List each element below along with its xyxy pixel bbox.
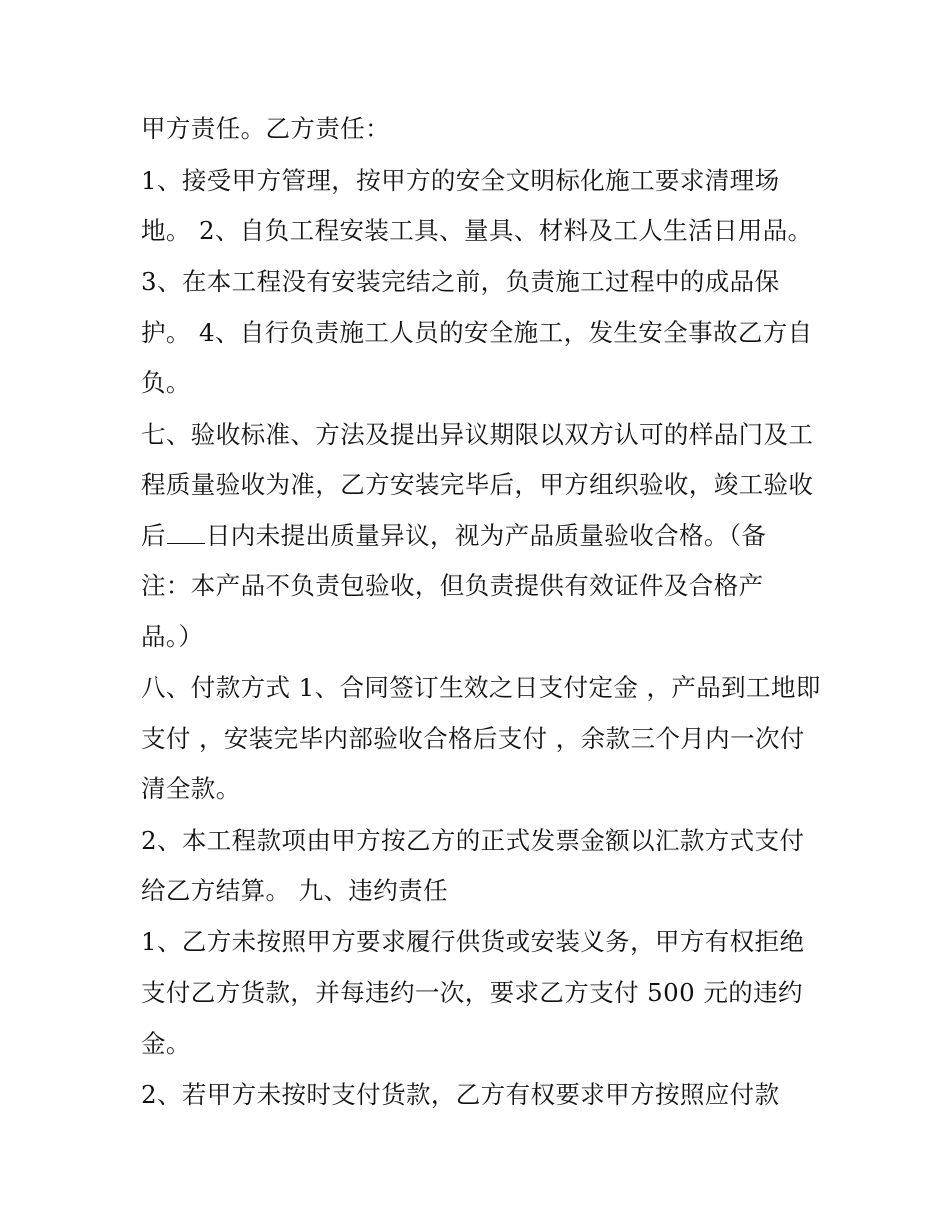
text-line: 1、乙方未按照甲方要求履行供货或安装义务，甲方有权拒绝 xyxy=(141,927,805,956)
text-line: 地。 2、自负工程安装工具、量具、材料及工人生活日用品。 xyxy=(141,216,813,245)
text-line: 清全款。 xyxy=(141,774,241,803)
text-line: 2、若甲方未按时支付货款，乙方有权要求甲方按照应付款 xyxy=(141,1080,780,1109)
text-line: 七、验收标准、方法及提出异议期限以双方认可的样品门及工 xyxy=(141,420,814,449)
text-segment: 后 xyxy=(141,521,166,550)
text-line: 支付乙方货款，并每违约一次，要求乙方支付 500 元的违约 xyxy=(141,978,803,1007)
text-line: 品。） xyxy=(141,622,204,651)
fill-in-blank xyxy=(167,521,205,544)
text-segment: 日内未提出质量异议，视为产品质量验收合格。（备 xyxy=(205,521,767,550)
text-line: 八、付款方式 1、合同签订生效之日支付定金 ，产品到工地即 xyxy=(141,673,821,702)
text-line: 负。 xyxy=(141,368,191,397)
text-line: 护。 4、自行负责施工人员的安全施工，发生安全事故乙方自 xyxy=(141,318,813,347)
text-line: 甲方责任。乙方责任： xyxy=(141,114,390,143)
text-line: 金。 xyxy=(141,1029,191,1058)
text-line: 注：本产品不负责包验收，但负责提供有效证件及合格产 xyxy=(141,571,764,600)
text-line: 2、本工程款项由甲方按乙方的正式发票金额以汇款方式支付 xyxy=(141,826,805,855)
text-line: 3、在本工程没有安装完结之前，负责施工过程中的成品保 xyxy=(141,267,780,296)
text-line: 支付 ，安装完毕内部验收合格后支付 ，余款三个月内一次付 xyxy=(141,724,805,753)
text-line: 给乙方结算。 九、违约责任 xyxy=(141,876,448,905)
text-line: 1、接受甲方管理，按甲方的安全文明标化施工要求清理场 xyxy=(141,166,780,195)
text-line: 程质量验收为准，乙方安装完毕后，甲方组织验收，竣工验收 xyxy=(141,470,814,499)
text-line-with-blank xyxy=(141,519,766,553)
